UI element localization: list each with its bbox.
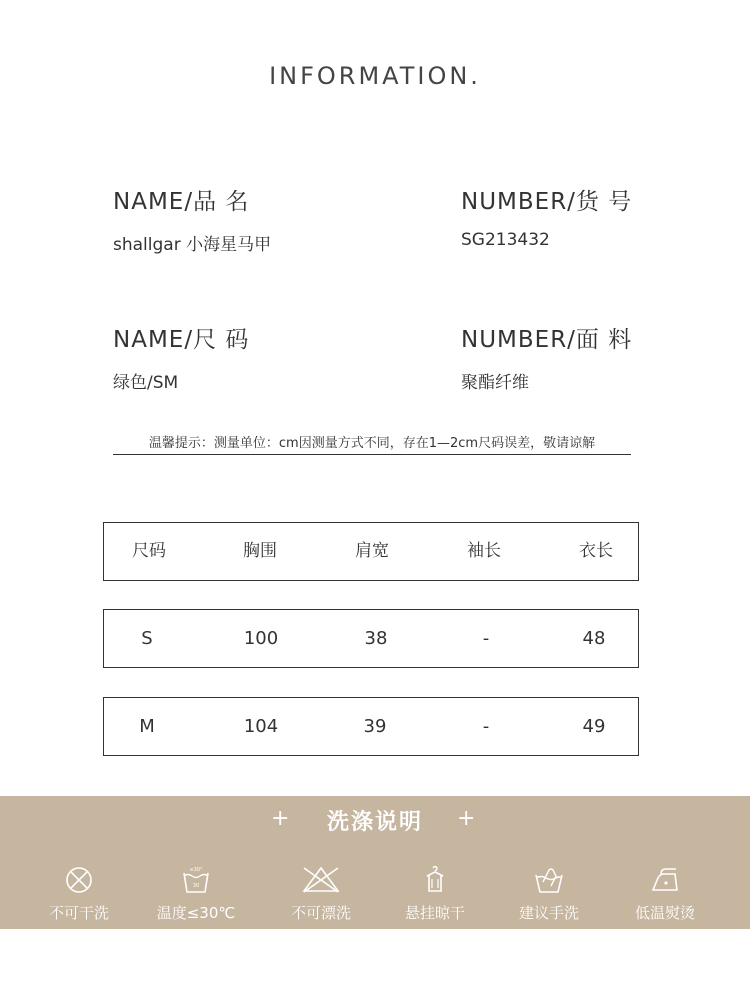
table-row: [103, 697, 639, 756]
care-item-no-tumble-dry: [19, 864, 139, 923]
info-number-value: SG213432: [461, 230, 550, 250]
care-item-no-bleach: [261, 864, 381, 923]
size-table-header: [103, 522, 639, 581]
cell-size: M: [139, 716, 155, 737]
care-plus-right: +: [457, 806, 476, 831]
cell-length: 48: [582, 628, 606, 649]
care-item-low-iron: [605, 864, 725, 923]
info-number: [461, 183, 632, 250]
care-label: 悬挂晾干: [404, 904, 465, 922]
cell-sleeve: -: [482, 716, 490, 737]
svg-text:30: 30: [192, 883, 200, 889]
care-label: 建议手洗: [518, 904, 579, 922]
info-size-label: NAME/尺 码: [113, 327, 250, 353]
care-item-hang-dry: [375, 864, 495, 923]
no-bleach-icon: [301, 864, 341, 896]
care-label: 低温熨烫: [634, 904, 695, 922]
care-plus-left: +: [271, 806, 290, 831]
cell-chest: 104: [243, 716, 279, 737]
measurement-notice: 温馨提示：测量单位：cm因测量方式不同，存在1—2cm尺码误差，敬请谅解: [113, 432, 631, 455]
info-name: [113, 183, 271, 255]
info-name-value: shallgar 小海星马甲: [113, 235, 272, 255]
cell-length: 49: [582, 716, 606, 737]
info-material: [461, 321, 632, 393]
info-material-value: 聚酯纤维: [461, 373, 529, 393]
no-tumble-dry-icon: [59, 864, 99, 896]
care-label: 不可干洗: [48, 904, 109, 922]
header-cell-shoulder: 肩宽: [355, 541, 389, 561]
info-size: [113, 321, 249, 393]
cell-sleeve: -: [482, 628, 490, 649]
page-title: INFORMATION.: [269, 62, 481, 90]
hand-wash-icon: [529, 864, 569, 896]
cell-shoulder: 39: [363, 716, 387, 737]
care-item-hand-wash: [489, 864, 609, 923]
wash-30-icon: [176, 864, 216, 896]
hang-dry-icon: [415, 864, 455, 896]
care-title: 洗涤说明: [326, 810, 423, 835]
care-label: 温度≤30℃: [156, 904, 236, 922]
info-name-label: NAME/品 名: [113, 189, 250, 215]
cell-shoulder: 38: [364, 628, 388, 649]
info-material-label: NUMBER/面 料: [461, 327, 633, 353]
care-instructions-band: [0, 796, 750, 929]
header-cell-length: 衣长: [579, 541, 613, 561]
header-cell-chest: 胸围: [243, 541, 277, 561]
low-iron-icon: [645, 864, 685, 896]
cell-size: S: [141, 628, 153, 649]
care-label: 不可漂洗: [290, 904, 351, 922]
table-row: [103, 609, 639, 668]
cell-chest: 100: [243, 628, 279, 649]
info-size-value: 绿色/SM: [113, 373, 179, 393]
svg-text:≤30°: ≤30°: [189, 867, 203, 873]
care-item-wash-30: [136, 864, 256, 923]
info-number-label: NUMBER/货 号: [461, 189, 633, 215]
header-cell-size: 尺码: [132, 541, 166, 561]
header-cell-sleeve: 袖长: [467, 541, 501, 561]
